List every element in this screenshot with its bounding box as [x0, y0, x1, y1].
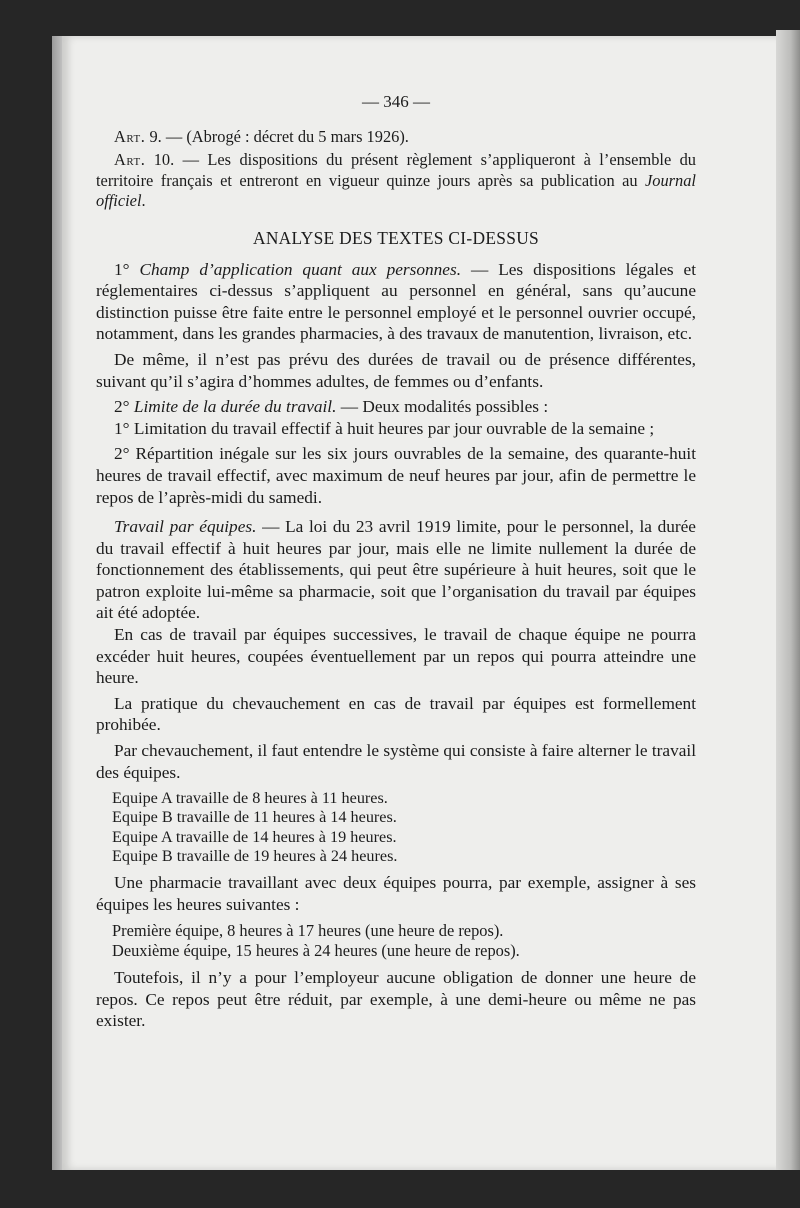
schedule-line: Equipe B travaille de 11 heures à 14 heures. — [112, 808, 397, 827]
modalite-1: 1° Limitation du travail effectif à huit heures par jour ouvrable de la semaine ; — [114, 418, 655, 438]
section-1-text: — Les dispositions légales et réglementaires ci-dessus s’appliquent au personnel en général, sans qu’aucune distinction puisse être faite entre le personnel employé et le personnel ouvrier occupé, notamment, dans les grandes pharmacies, à des travaux de manutention, livraison, etc. — [96, 259, 697, 344]
team-line: Première équipe, 8 heures à 17 heures (une heure de repos). — [112, 921, 504, 941]
teams-list — [112, 921, 696, 961]
article-10 — [96, 150, 696, 212]
paragraph-toutefois: Toutefois, il n’y a pour l’employeur aucune obligation de donner une heure de repos. Ce repos peut être réduit, par exemple, à une demi-heure ou même ne pas exister. — [96, 968, 696, 1031]
section-heading: ANALYSE DES TEXTES CI-DESSUS — [252, 227, 540, 248]
paragraph-pratique: La pratique du chevauchement en cas de travail par équipes est formellement prohibée. — [96, 693, 696, 735]
article-10-text: 10. — Les dispositions du présent règlement s’appliqueront à l’ensemble du territoire français et entreront en vigueur quinze jours après sa publication au — [96, 150, 696, 190]
analysis-body — [96, 259, 696, 784]
paragraph-de-meme: De même, il n’est pas prévu des durées de travail ou de présence différentes, suivant qu’il s’agira d’hommes adultes, de femmes ou d’enfants. — [96, 349, 696, 391]
travail-par-equipes-text: — La loi du 23 avril 1919 limite, pour le personnel, la durée du travail effectif à huit heures par jour, mais elle ne limite nullement la durée de fonctionnement des établissements, qui peut être supérieure à huit heures, soit que le patron exploite lui-même sa pharmacie, soit que l’organisation du travail par équipes ait été adoptée. — [96, 517, 696, 623]
section-2-paragraph — [96, 396, 696, 418]
article-label: Art. — [114, 150, 146, 170]
article-10-end: . — [141, 191, 146, 211]
journal-officiel: Journal officiel — [96, 170, 696, 211]
page-edge — [776, 30, 800, 1170]
page-content — [96, 92, 696, 1032]
schedule-list — [112, 789, 696, 866]
paragraph-equipes-successives: En cas de travail par équipes successives, le travail de chaque équipe ne pourra excéder huit heures, coupées éventuellement par un repos qui pourra atteindre une heure. — [96, 625, 696, 688]
paragraph-pharmacie: Une pharmacie travaillant avec deux équipes pourra, par exemple, assigner à ses équipes les heures suivantes : — [96, 873, 696, 914]
schedule-line: Equipe A travaille de 8 heures à 11 heures. — [112, 789, 388, 808]
section-2-text: — Deux modalités possibles : — [336, 397, 549, 417]
page-number: — 346 — — [362, 92, 430, 111]
modalite-2: 2° Répartition inégale sur les six jours ouvrables de la semaine, des quarante-huit heures de travail effectif, avec maximum de neuf heures par jour, afin de permettre le repos de l’après-midi du samedi. — [96, 444, 696, 507]
analysis-body-continued — [96, 872, 696, 915]
section-2-number: 2° — [114, 397, 134, 417]
section-1-number: 1° — [114, 259, 140, 279]
article-9 — [96, 127, 696, 148]
travail-par-equipes-paragraph — [96, 516, 696, 624]
travail-par-equipes-title: Travail par équipes. — [114, 517, 257, 537]
article-label: Art. — [114, 126, 146, 146]
paragraph-chevauchement: Par chevauchement, il faut entendre le système qui consiste à faire alterner le travail des équipes. — [96, 741, 696, 782]
schedule-line: Equipe B travaille de 19 heures à 24 heures. — [112, 846, 398, 865]
analysis-body-end — [96, 967, 696, 1032]
article-9-text: 9. — (Abrogé : décret du 5 mars 1926). — [145, 126, 409, 146]
schedule-line: Equipe A travaille de 14 heures à 19 heures. — [112, 827, 397, 846]
section-1-paragraph — [96, 259, 696, 345]
section-2-title: Limite de la durée du travail. — [133, 397, 337, 417]
section-1-title: Champ d’application quant aux personnes. — [139, 259, 462, 279]
team-line: Deuxième équipe, 15 heures à 24 heures (une heure de repos). — [112, 941, 520, 961]
